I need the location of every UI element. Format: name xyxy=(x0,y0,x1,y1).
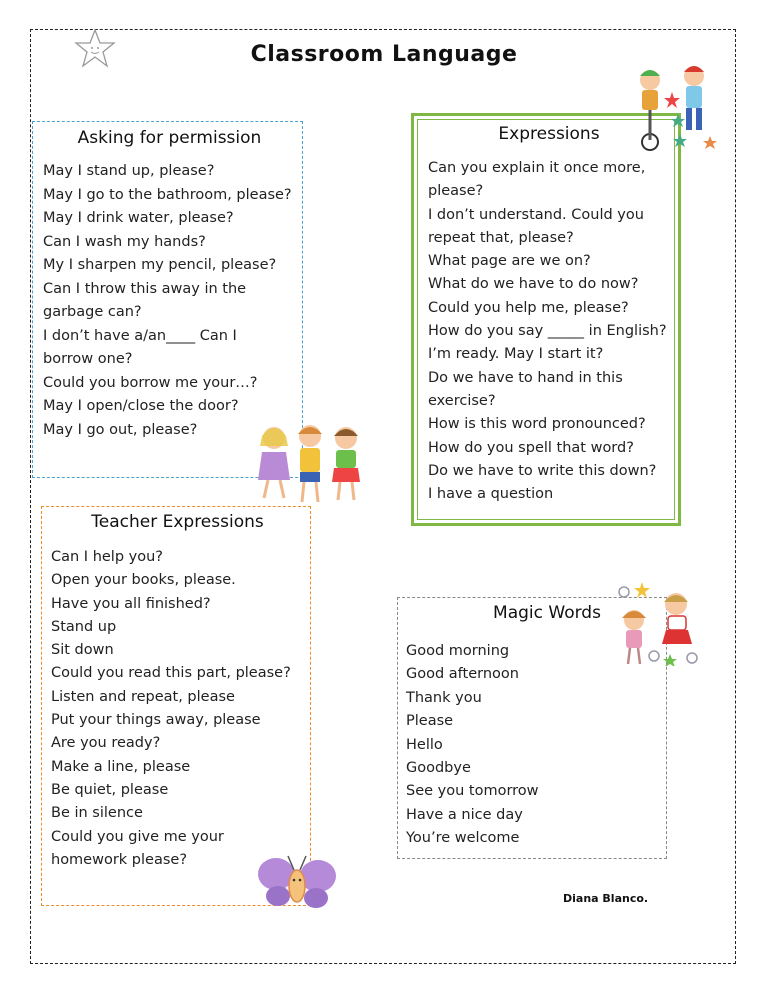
list-item: May I drink water, please? xyxy=(43,210,234,226)
list-item: Can I wash my hands? xyxy=(43,233,206,250)
list-item: borrow one? xyxy=(43,351,133,367)
list-item: Stand up xyxy=(51,618,117,635)
list-item: Do we have to hand in this xyxy=(428,369,623,386)
list-item: Have a nice day xyxy=(406,806,523,823)
list-item: please? xyxy=(428,183,484,200)
list-item: Could you help me, please? xyxy=(428,299,629,316)
list-item: Could you give me your xyxy=(51,828,224,845)
list-item: Open your books, please. xyxy=(51,572,236,589)
two-girls-clipart xyxy=(612,580,704,666)
teacher-list xyxy=(51,546,304,872)
list-item: Have you all finished? xyxy=(51,595,211,612)
page-title: Classroom Language xyxy=(250,42,518,67)
list-item: Thank you xyxy=(406,689,482,706)
permission-list xyxy=(43,160,296,442)
list-item: How is this word pronounced? xyxy=(428,416,646,433)
list-item: Hello xyxy=(406,736,443,753)
list-item: Good morning xyxy=(406,643,510,659)
list-item: Put your things away, please xyxy=(51,712,261,729)
list-item: You’re welcome xyxy=(406,830,520,847)
list-item: exercise? xyxy=(428,392,496,409)
expressions-heading: Expressions xyxy=(498,124,600,144)
butterfly-clipart xyxy=(256,852,338,912)
three-girls-clipart xyxy=(252,422,368,508)
list-item: Goodbye xyxy=(406,760,471,777)
list-item: May I go to the bathroom, please? xyxy=(43,186,292,203)
list-item: Sit down xyxy=(51,642,114,659)
list-item: Are you ready? xyxy=(51,735,161,752)
expressions-box xyxy=(411,113,681,526)
permission-heading: Asking for permission xyxy=(77,128,262,148)
list-item: Listen and repeat, please xyxy=(51,688,235,705)
teacher-heading: Teacher Expressions xyxy=(91,512,264,532)
list-item: May I open/close the door? xyxy=(43,398,239,414)
list-item: I don’t understand. Could you xyxy=(428,206,644,223)
list-item: Please xyxy=(406,713,454,730)
list-item: Be quiet, please xyxy=(51,781,169,798)
list-item: See you tomorrow xyxy=(406,783,539,800)
teacher-box xyxy=(41,506,311,906)
list-item: Could you borrow me your…? xyxy=(43,374,258,391)
magic-heading: Magic Words xyxy=(493,603,601,623)
list-item: Can I help you? xyxy=(51,549,163,565)
list-item: What do we have to do now? xyxy=(428,276,639,293)
kids-bike-clipart xyxy=(628,62,720,154)
list-item: Can I throw this away in the xyxy=(43,280,247,297)
list-item: May I stand up, please? xyxy=(43,163,215,179)
list-item: I have a question xyxy=(428,486,554,503)
list-item: Could you read this part, please? xyxy=(51,665,291,682)
list-item: How do you say _____ in English? xyxy=(428,323,667,340)
list-item: Do we have to write this down? xyxy=(428,462,657,479)
signature: Diana Blanco. xyxy=(563,892,649,905)
list-item: May I go out, please? xyxy=(43,421,198,438)
list-item: How do you spell that word? xyxy=(428,439,634,456)
list-item: Can you explain it once more, xyxy=(428,160,646,176)
list-item: repeat that, please? xyxy=(428,229,574,246)
list-item: Be in silence xyxy=(51,805,143,822)
list-item: I don’t have a/an____ Can I xyxy=(43,327,237,344)
list-item: What page are we on? xyxy=(428,253,591,270)
list-item: I’m ready. May I start it? xyxy=(428,346,604,363)
expressions-list xyxy=(428,157,670,506)
list-item: Make a line, please xyxy=(51,758,191,775)
list-item: Good afternoon xyxy=(406,666,519,683)
list-item: garbage can? xyxy=(43,304,142,320)
list-item: homework please? xyxy=(51,851,188,868)
magic-list xyxy=(406,640,658,851)
list-item: My I sharpen my pencil, please? xyxy=(43,257,277,273)
